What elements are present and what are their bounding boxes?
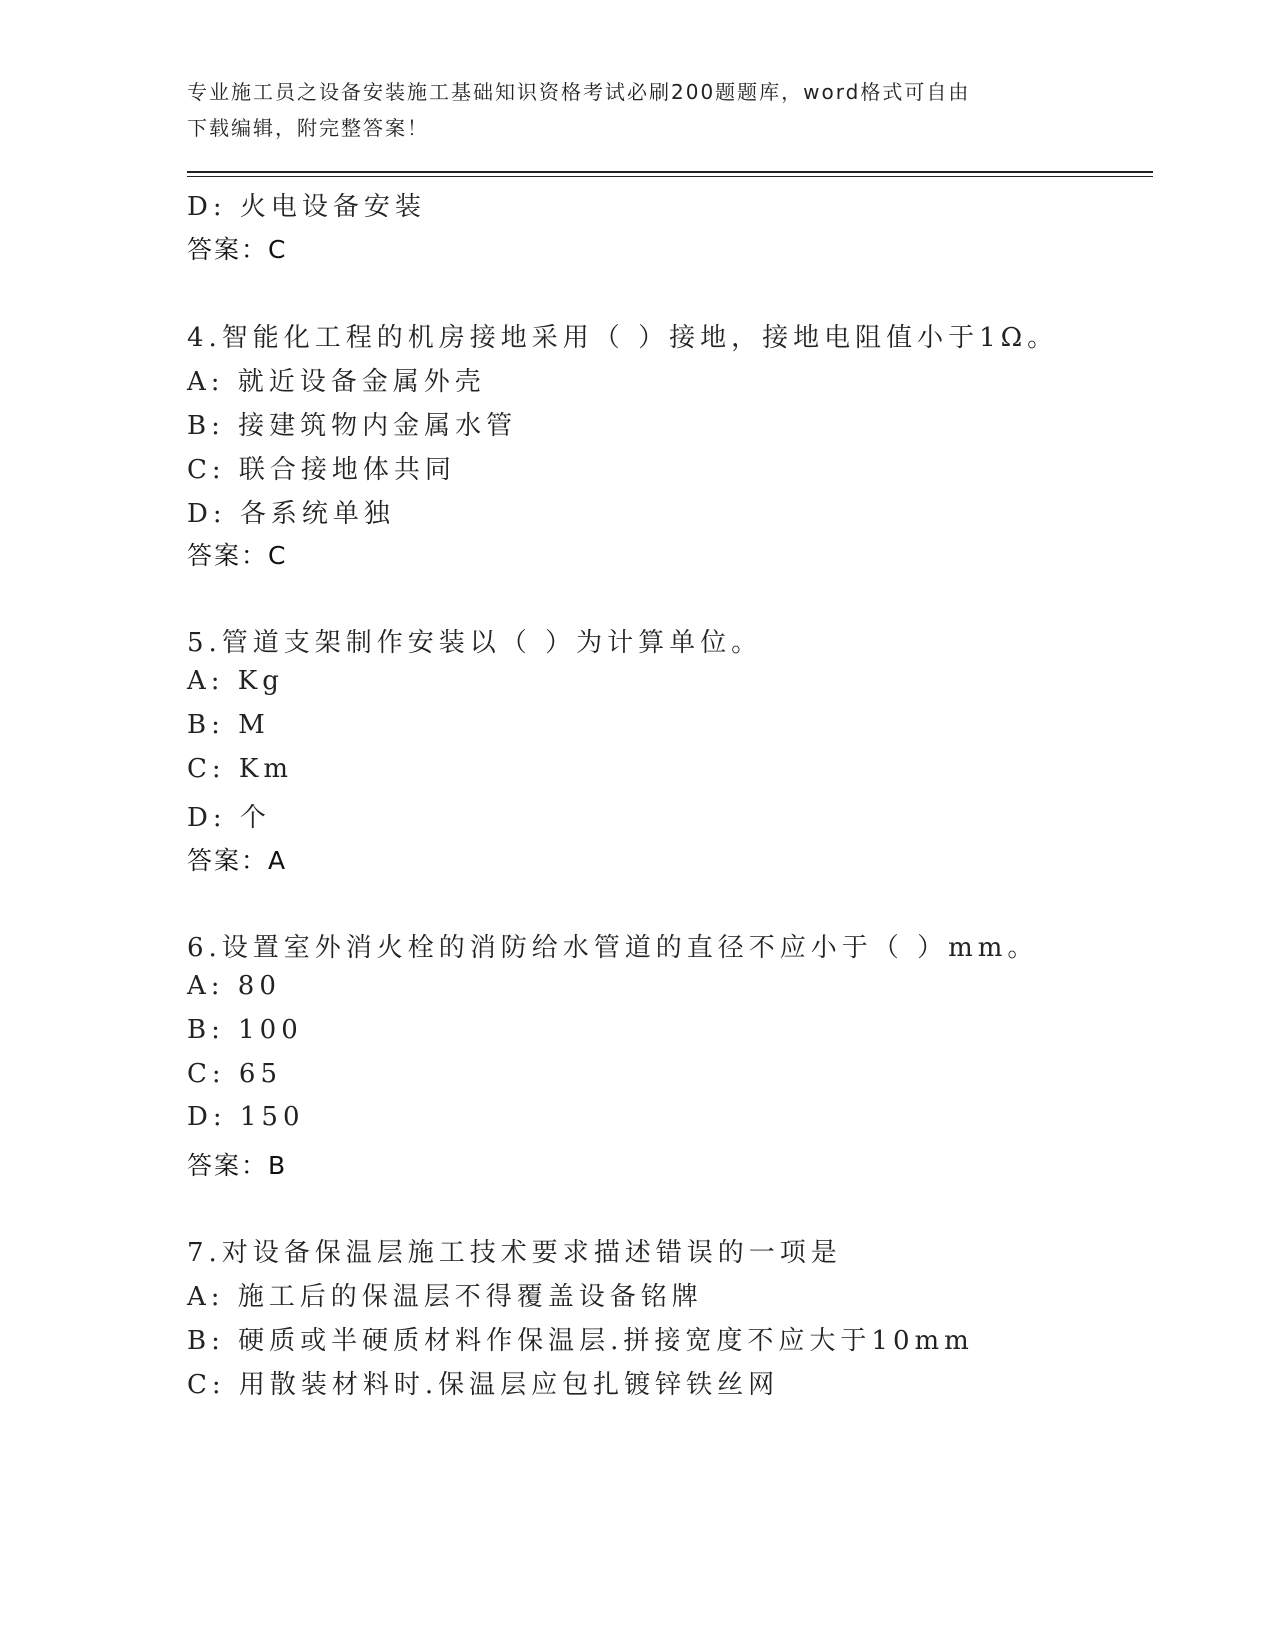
question-6-option-a: A: 80 (187, 971, 281, 1001)
question-4-option-d: D: 各系统单独 (187, 499, 395, 529)
question-5-answer: 答案：A (187, 846, 288, 875)
header-title-line-2: 下载编辑，附完整答案！ (187, 116, 429, 140)
question-5-option-c: C: Km (187, 754, 293, 784)
option-d: D: 火电设备安装 (187, 192, 426, 222)
question-5-option-a: A: Kg (187, 666, 284, 696)
question-6-option-b: B: 100 (187, 1015, 303, 1045)
question-4-stem: 4.智能化工程的机房接地采用（ ）接地，接地电阻值小于1Ω。 (187, 323, 1059, 353)
answer: 答案：C (187, 235, 288, 264)
question-4-option-c: C: 联合接地体共同 (187, 455, 456, 485)
question-7-option-a: A: 施工后的保温层不得覆盖设备铭牌 (187, 1282, 703, 1312)
question-7-option-c: C: 用散装材料时.保温层应包扎镀锌铁丝网 (187, 1370, 780, 1400)
question-7-stem: 7.对设备保温层施工技术要求描述错误的一项是 (187, 1238, 842, 1268)
header-title-line-1: 专业施工员之设备安装施工基础知识资格考试必刷200题题库，word格式可自由 (187, 80, 971, 104)
question-6-answer: 答案：B (187, 1151, 288, 1180)
header-divider-thin (187, 176, 1153, 177)
question-6-stem: 6.设置室外消火栓的消防给水管道的直径不应小于（ ）mm。 (187, 933, 1039, 963)
question-5-stem: 5.管道支架制作安装以（ ）为计算单位。 (187, 628, 763, 658)
question-4-answer: 答案：C (187, 541, 288, 570)
header-divider-thick (187, 171, 1153, 173)
question-4-option-a: A: 就近设备金属外壳 (187, 367, 486, 397)
question-4-option-b: B: 接建筑物内金属水管 (187, 411, 518, 441)
document-header (187, 74, 1067, 146)
question-5-option-d: D: 个 (187, 803, 271, 833)
question-7-option-b: B: 硬质或半硬质材料作保温层.拼接宽度不应大于10mm (187, 1326, 974, 1356)
question-6-option-d: D: 150 (187, 1102, 305, 1132)
question-5-option-b: B: M (187, 710, 270, 740)
question-6-option-c: C: 65 (187, 1059, 283, 1089)
